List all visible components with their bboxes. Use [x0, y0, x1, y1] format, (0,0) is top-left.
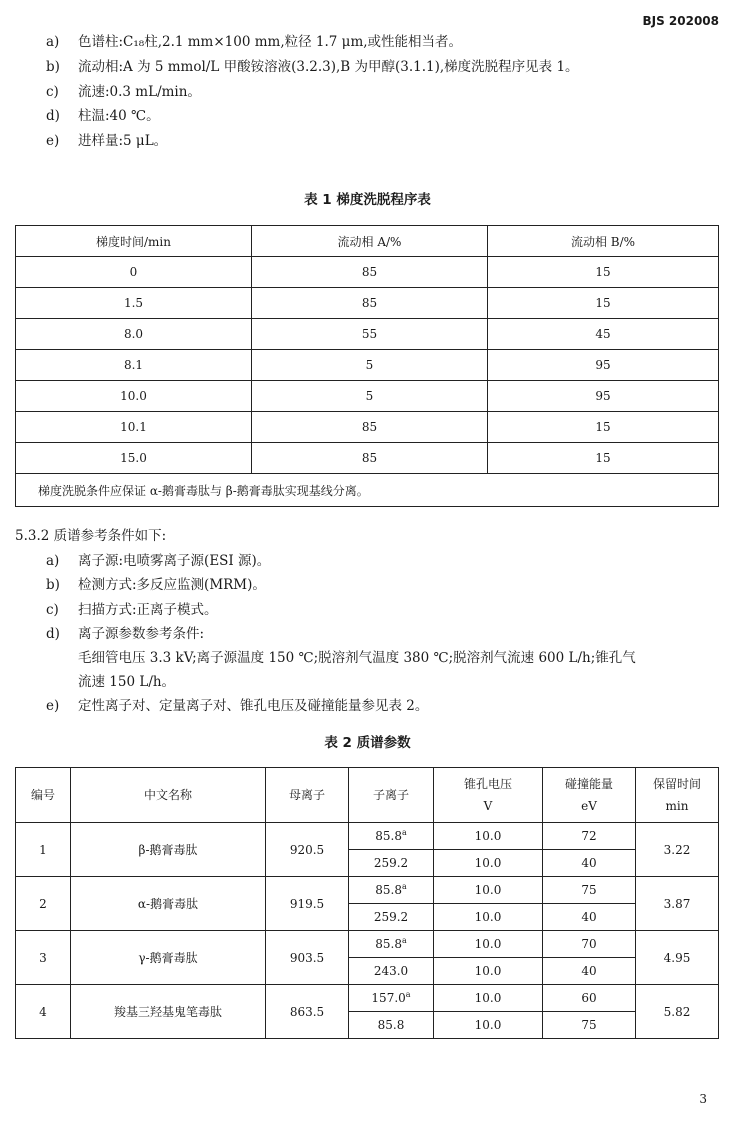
table-cell: 4 — [16, 985, 71, 1039]
list-item: c) 扫描方式:正离子模式。 — [46, 602, 218, 618]
table-row — [16, 381, 719, 412]
table-cell: 5 — [252, 381, 488, 412]
table-row — [16, 443, 719, 474]
table-cell: 259.2 — [349, 904, 434, 931]
table-cell: 85.8$^a$ — [349, 877, 434, 904]
table-cell: 5 — [252, 350, 488, 381]
table-note: 梯度洗脱条件应保证 α-鹅膏毒肽与 β-鹅膏毒肽实现基线分离。 — [16, 474, 719, 507]
table-row — [16, 931, 719, 958]
table-cell: 259.2 — [349, 850, 434, 877]
table-cell: 15 — [488, 288, 719, 319]
table-cell: 40 — [543, 958, 636, 985]
list-item: a) 离子源:电喷雾离子源(ESI 源)。 — [46, 553, 271, 569]
table-cell: 75 — [543, 877, 636, 904]
table-cell: 85 — [252, 443, 488, 474]
table-cell: 10.0 — [434, 1012, 543, 1039]
table-cell: 10.1 — [16, 412, 252, 443]
table-cell: 10.0 — [434, 931, 543, 958]
table-cell: β-鹅膏毒肽 — [71, 823, 266, 877]
table-cell: 5.82 — [636, 985, 719, 1039]
table-cell: 编号 — [16, 768, 71, 823]
table-cell: 0 — [16, 257, 252, 288]
table-cell: 55 — [252, 319, 488, 350]
table-cell: 85.8$^a$ — [349, 931, 434, 958]
list-item: d) 离子源参数参考条件: — [46, 626, 205, 642]
table-cell: 10.0 — [434, 877, 543, 904]
table-cell: 羧基三羟基鬼笔毒肽 — [71, 985, 266, 1039]
table-cell: 903.5 — [266, 931, 349, 985]
ms-parameter-table — [15, 767, 719, 1039]
table-row — [16, 257, 719, 288]
table-cell: 1.5 — [16, 288, 252, 319]
header-cell: 梯度时间/min — [16, 226, 252, 257]
gradient-table — [15, 225, 719, 507]
table-cell: 10.0 — [16, 381, 252, 412]
table-cell: 15 — [488, 412, 719, 443]
table-cell: 10.0 — [434, 904, 543, 931]
table-row — [16, 823, 719, 850]
list-item: c) 流速:0.3 mL/min。 — [46, 84, 201, 100]
table-cell: 95 — [488, 350, 719, 381]
table-cell: 85 — [252, 257, 488, 288]
table-cell: 919.5 — [266, 877, 349, 931]
table-cell: 10.0 — [434, 823, 543, 850]
list-item: d) 柱温:40 ℃。 — [46, 108, 160, 124]
table-cell: 1 — [16, 823, 71, 877]
table-cell: 2 — [16, 877, 71, 931]
section-heading: 5.3.2 质谱参考条件如下: — [15, 528, 167, 544]
table-cell: 3.87 — [636, 877, 719, 931]
table-cell: 15 — [488, 257, 719, 288]
table-note-row — [16, 474, 719, 507]
table-cell: 子离子 — [349, 768, 434, 823]
table-cell: γ-鹅膏毒肽 — [71, 931, 266, 985]
table-header-row — [16, 768, 719, 823]
table-cell: 70 — [543, 931, 636, 958]
table-row — [16, 319, 719, 350]
table1-caption: 表 1 梯度洗脱程序表 — [304, 192, 431, 208]
table-row — [16, 877, 719, 904]
list-item: b) 检测方式:多反应监测(MRM)。 — [46, 577, 266, 593]
table-cell: 85 — [252, 288, 488, 319]
table-cell: 85 — [252, 412, 488, 443]
table-cell: 锥孔电压 V — [434, 768, 543, 823]
list-item: b) 流动相:A 为 5 mmol/L 甲酸铵溶液(3.2.3),B 为甲醇(3.1.1),梯度洗脱程序见表 1。 — [46, 59, 579, 75]
page-number: 3 — [699, 1092, 707, 1106]
table-cell: 40 — [543, 904, 636, 931]
standard-code: BJS 202008 — [642, 14, 719, 28]
table-row — [16, 350, 719, 381]
table-cell: 40 — [543, 850, 636, 877]
list-item: a) 色谱柱:C₁₈柱,2.1 mm×100 mm,粒径 1.7 μm,或性能相当者。 — [46, 34, 463, 50]
table-cell: 15 — [488, 443, 719, 474]
header-cell: 流动相 B/% — [488, 226, 719, 257]
table-cell: 10.0 — [434, 958, 543, 985]
table-cell: 85.8$^a$ — [349, 823, 434, 850]
table-cell: 75 — [543, 1012, 636, 1039]
table-cell: 4.95 — [636, 931, 719, 985]
table-header-row — [16, 226, 719, 257]
table-cell: 863.5 — [266, 985, 349, 1039]
table-cell: α-鹅膏毒肽 — [71, 877, 266, 931]
table-cell: 15.0 — [16, 443, 252, 474]
table-cell: 碰撞能量 eV — [543, 768, 636, 823]
table-cell: 920.5 — [266, 823, 349, 877]
table-cell: 8.1 — [16, 350, 252, 381]
list-item: e) 定性离子对、定量离子对、锥孔电压及碰撞能量参见表 2。 — [46, 698, 429, 714]
table-cell: 10.0 — [434, 850, 543, 877]
list-item: e) 进样量:5 μL。 — [46, 133, 168, 149]
list-item-continuation: 流速 150 L/h。 — [78, 674, 176, 690]
table-cell: 243.0 — [349, 958, 434, 985]
table-cell: 8.0 — [16, 319, 252, 350]
table-cell: 60 — [543, 985, 636, 1012]
table-cell: 3.22 — [636, 823, 719, 877]
table-cell: 3 — [16, 931, 71, 985]
list-item-continuation: 毛细管电压 3.3 kV;离子源温度 150 ℃;脱溶剂气温度 380 ℃;脱溶剂气流速 600 L/h;锥孔气 — [78, 650, 636, 666]
table-row — [16, 288, 719, 319]
header-cell: 流动相 A/% — [252, 226, 488, 257]
table-cell: 10.0 — [434, 985, 543, 1012]
table-row — [16, 985, 719, 1012]
table-cell: 中文名称 — [71, 768, 266, 823]
table-cell: 95 — [488, 381, 719, 412]
table-row — [16, 412, 719, 443]
table-cell: 45 — [488, 319, 719, 350]
table2-caption: 表 2 质谱参数 — [324, 735, 411, 751]
table-cell: 保留时间 min — [636, 768, 719, 823]
table-cell: 85.8 — [349, 1012, 434, 1039]
table-cell: 72 — [543, 823, 636, 850]
table-cell: 母离子 — [266, 768, 349, 823]
table-cell: 157.0$^a$ — [349, 985, 434, 1012]
